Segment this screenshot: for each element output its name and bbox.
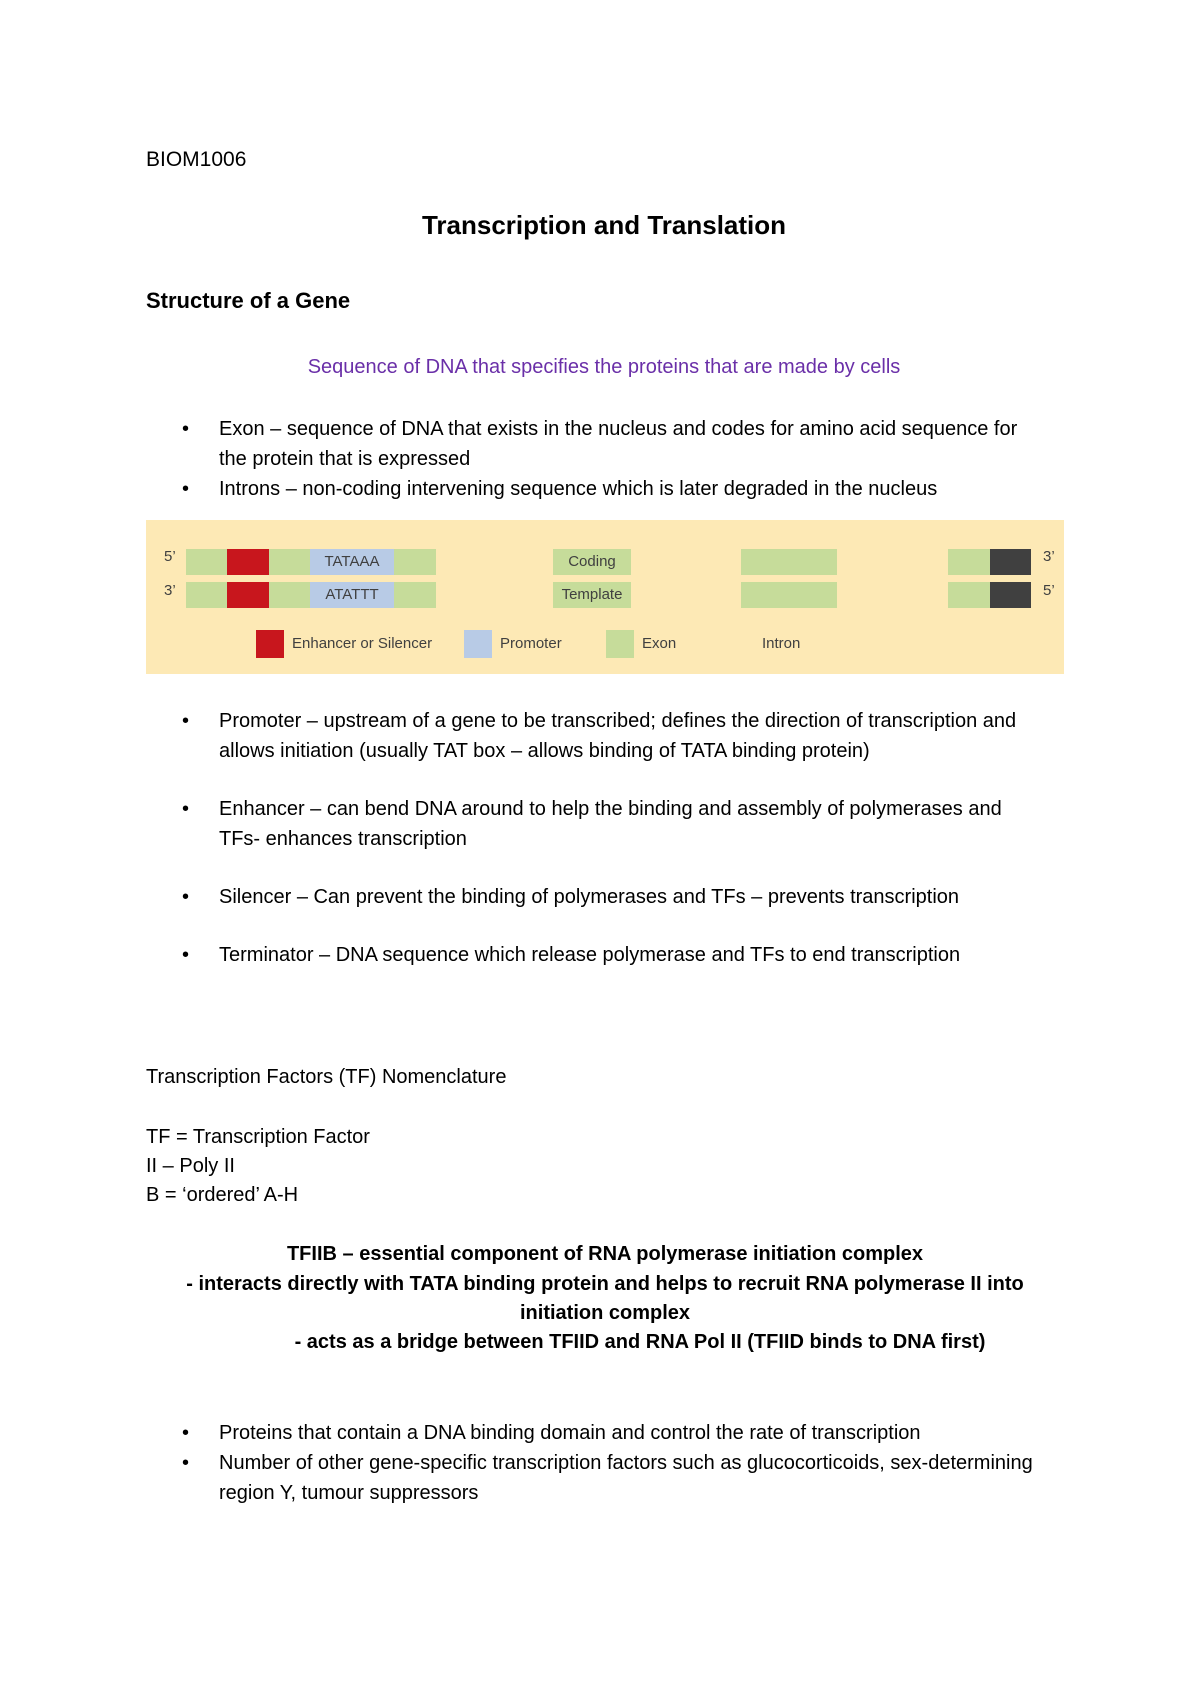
exon-segment: [948, 549, 990, 575]
exon-segment: [741, 582, 837, 608]
tf-line: B = ‘ordered’ A-H: [146, 1184, 299, 1206]
enhancer-segment: [227, 549, 269, 575]
tfiib-heading: TFIIB – essential component of RNA polymerase initiation complex: [286, 1243, 924, 1265]
exon-segment: [269, 582, 310, 608]
element-bullet-list: [146, 706, 1046, 998]
legend-intron-swatch: [726, 630, 754, 658]
tf-bullet-list: [146, 1418, 1046, 1508]
list-item: • Terminator – DNA sequence which release polymerase and TFs to end transcription: [146, 940, 1046, 970]
template-exon: Template: [553, 582, 631, 608]
bullet-icon: •: [182, 1422, 190, 1444]
promoter-tataaa: TATAAA: [310, 549, 394, 575]
exon-segment: [741, 549, 837, 575]
list-item: • Number of other gene-specific transcription factors such as glucocorticoids, sex-determining region Y, tumour suppressors: [146, 1448, 1046, 1508]
strand1-start-label: 5’: [164, 548, 176, 565]
section-subtitle: Sequence of DNA that specifies the proteins that are made by cells: [307, 356, 901, 378]
strand2-end-label: 5’: [1043, 582, 1055, 599]
bullet-icon: •: [182, 886, 190, 908]
strand1-end-label: 3’: [1043, 548, 1055, 565]
list-item: • Promoter – upstream of a gene to be transcribed; defines the direction of transcription and allows initiation (usually TAT box – allows binding of TATA binding protein): [146, 706, 1046, 766]
list-item: • Proteins that contain a DNA binding domain and control the rate of transcription: [146, 1418, 1046, 1448]
legend-exon-label: Exon: [642, 635, 677, 652]
bullet-icon: •: [182, 478, 190, 500]
page-title: Transcription and Translation: [421, 210, 787, 240]
terminator-segment: [990, 549, 1031, 575]
exon-segment: [186, 549, 227, 575]
list-item: • Silencer – Can prevent the binding of polymerases and TFs – prevents transcription: [146, 882, 1046, 912]
gene-structure-diagram: [146, 520, 1064, 674]
coding-exon: Coding: [553, 549, 631, 575]
list-item: • Enhancer – can bend DNA around to help the binding and assembly of polymerases and TFs- enhances transcription: [146, 794, 1046, 854]
exon-segment: [394, 549, 436, 575]
bullet-icon: •: [182, 798, 190, 820]
tf-heading: Transcription Factors (TF) Nomenclature: [146, 1066, 507, 1088]
list-item: • Exon – sequence of DNA that exists in the nucleus and codes for amino acid sequence for the protein that is expressed: [146, 414, 1046, 474]
legend-promoter-swatch: [464, 630, 492, 658]
terminator-segment: [990, 582, 1031, 608]
bullet-icon: •: [182, 710, 190, 732]
tfiib-detail: - acts as a bridge between TFIID and RNA Pol II (TFIID binds to DNA first): [294, 1331, 986, 1353]
tf-line: II – Poly II: [146, 1155, 235, 1177]
exon-segment: [269, 549, 310, 575]
tf-line: TF = Transcription Factor: [146, 1126, 370, 1148]
legend-intron-label: Intron: [762, 635, 801, 652]
legend-enhancer-label: Enhancer or Silencer: [292, 635, 433, 652]
bullet-icon: •: [182, 418, 190, 440]
list-item: • Introns – non-coding intervening sequence which is later degraded in the nucleus: [146, 474, 1046, 504]
exon-segment: [948, 582, 990, 608]
legend-exon-swatch: [606, 630, 634, 658]
course-code: BIOM1006: [146, 148, 247, 171]
strand2-start-label: 3’: [164, 582, 176, 599]
exon-segment: [394, 582, 436, 608]
tfiib-detail: - interacts directly with TATA binding protein and helps to recruit RNA polymerase II into initiation complex: [186, 1273, 1024, 1324]
legend-promoter-label: Promoter: [500, 635, 562, 652]
gene-bullet-list: [146, 414, 1046, 504]
exon-segment: [186, 582, 227, 608]
bullet-icon: •: [182, 1452, 190, 1474]
enhancer-segment: [227, 582, 269, 608]
legend-enhancer-swatch: [256, 630, 284, 658]
bullet-icon: •: [182, 944, 190, 966]
promoter-atattt: ATATTT: [310, 582, 394, 608]
section-heading: Structure of a Gene: [146, 288, 351, 313]
